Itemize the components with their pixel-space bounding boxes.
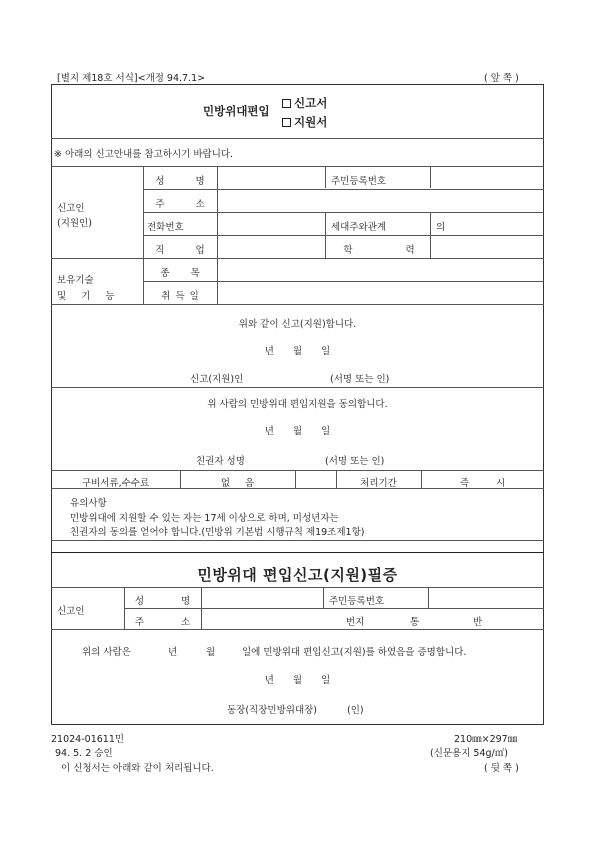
certificate-title: 민방위대 편입신고(지원)필증 xyxy=(197,566,398,584)
cert-rrn-field[interactable] xyxy=(429,588,543,607)
declare-date[interactable]: 년 월 일 xyxy=(264,346,331,357)
cert-name-field[interactable] xyxy=(202,588,322,607)
applicant-sub-label: (지원인) xyxy=(57,218,92,229)
notes-title: 유의사항 xyxy=(70,498,107,509)
relation-value[interactable]: 의 xyxy=(436,222,446,233)
name-field[interactable] xyxy=(218,167,324,188)
notes-line-2: 친권자의 동의를 얻어야 합니다.(민방위 기본법 시행규칙 제19조제1항) xyxy=(70,527,365,538)
divider xyxy=(51,470,544,471)
cert-statement-month: 월 xyxy=(206,647,216,658)
education-label: 학 력 xyxy=(343,245,415,256)
grid-line xyxy=(295,470,296,488)
report-checkbox[interactable] xyxy=(282,99,291,108)
cert-tong-label: 통 xyxy=(410,617,420,628)
cert-statement-post: 일에 민방위대 편입신고(지원)를 하였음을 증명합니다. xyxy=(242,647,467,658)
cert-issuer: 동장(직장민방위대장) xyxy=(227,705,318,716)
cert-lot-label: 번지 xyxy=(346,617,365,628)
acquired-label: 취 득 일 xyxy=(161,291,199,302)
cert-seal: (인) xyxy=(347,705,364,716)
cert-statement-pre: 위의 사람은 xyxy=(82,647,131,658)
back-side-label: ( 뒷 쪽 ) xyxy=(484,763,519,774)
job-field[interactable] xyxy=(218,236,324,257)
cert-applicant-label: 신고인 xyxy=(57,606,85,617)
divider xyxy=(51,138,544,139)
cut-line xyxy=(51,552,544,553)
education-field[interactable] xyxy=(431,236,543,257)
form-number-label: [별지 제18호 서식]<개정 94.7.1> xyxy=(57,73,206,84)
option-report[interactable] xyxy=(282,95,327,111)
sign-note-guardian: (서명 또는 인) xyxy=(325,456,385,467)
grid-line xyxy=(143,212,544,213)
address-field[interactable] xyxy=(218,190,543,211)
skill-label-2: 및 기 능 xyxy=(57,291,115,302)
type-label: 종 목 xyxy=(160,268,200,279)
guardian-label: 친권자 성명 xyxy=(196,456,245,467)
applicant-label: 신고인 xyxy=(57,203,85,214)
acquired-field[interactable] xyxy=(218,282,543,303)
option-apply-label: 지원서 xyxy=(294,115,328,129)
notes-line-1: 민방위대에 지원할 수 있는 자는 17세 이상으로 하며, 미성년자는 xyxy=(70,513,339,524)
divider xyxy=(51,488,544,489)
docs-value: 없 음 xyxy=(220,478,255,489)
divider xyxy=(51,387,544,388)
rrn-label: 주민등록번호 xyxy=(331,176,387,187)
type-field[interactable] xyxy=(218,259,543,280)
phone-label: 전화번호 xyxy=(147,222,184,233)
grid-line xyxy=(323,587,324,608)
divider xyxy=(51,540,544,541)
option-report-label: 신고서 xyxy=(294,96,328,110)
name-label: 성 명 xyxy=(155,176,205,187)
cert-name-label: 성 명 xyxy=(134,596,191,607)
address-label: 주 소 xyxy=(155,199,205,210)
period-label: 처리기간 xyxy=(360,478,397,489)
footer-code: 21024-01611민 xyxy=(51,734,125,745)
signer-label: 신고(지원)인 xyxy=(190,374,244,385)
form-title: 민방위대편입 xyxy=(203,104,270,118)
sign-note: (서명 또는 인) xyxy=(330,374,390,385)
option-apply[interactable] xyxy=(282,114,327,130)
cert-address-label: 주 소 xyxy=(134,617,191,628)
grid-line xyxy=(325,166,326,188)
docs-label: 구비서류,수수료 xyxy=(81,478,150,489)
cert-date[interactable]: 년 월 일 xyxy=(264,675,331,686)
notice-text: ※ 아래의 신고안내를 참고하시기 바랍니다. xyxy=(54,149,234,160)
consent-date[interactable]: 년 월 일 xyxy=(264,426,331,437)
cert-rrn-label: 주민등록번호 xyxy=(329,596,385,607)
consent-text: 위 사람의 민방위대 편입지원을 동의합니다. xyxy=(207,399,388,410)
grid-line xyxy=(51,629,544,630)
grid-line xyxy=(51,304,544,305)
footer-paper: (신문용지 54g/㎡) xyxy=(430,748,508,759)
apply-checkbox[interactable] xyxy=(282,118,291,127)
cert-ban-label: 반 xyxy=(473,617,483,628)
footer-approval: 94. 5. 2 승인 xyxy=(55,748,113,759)
footer-size: 210㎜×297㎜ xyxy=(454,734,518,745)
job-label: 직 업 xyxy=(155,245,205,256)
declare-text: 위와 같이 신고(지원)합니다. xyxy=(238,319,357,330)
process-note: 이 신청서는 아래와 같이 처리됩니다. xyxy=(61,763,214,774)
grid-line xyxy=(124,608,544,609)
front-side-label: ( 앞 쪽 ) xyxy=(484,73,519,84)
rrn-field[interactable] xyxy=(431,167,543,188)
relation-label: 세대주와관계 xyxy=(331,222,387,233)
period-value: 즉 시 xyxy=(459,478,506,489)
skill-label: 보유기술 xyxy=(57,275,94,286)
phone-field[interactable] xyxy=(218,213,324,234)
cert-statement-year: 년 xyxy=(168,647,178,658)
